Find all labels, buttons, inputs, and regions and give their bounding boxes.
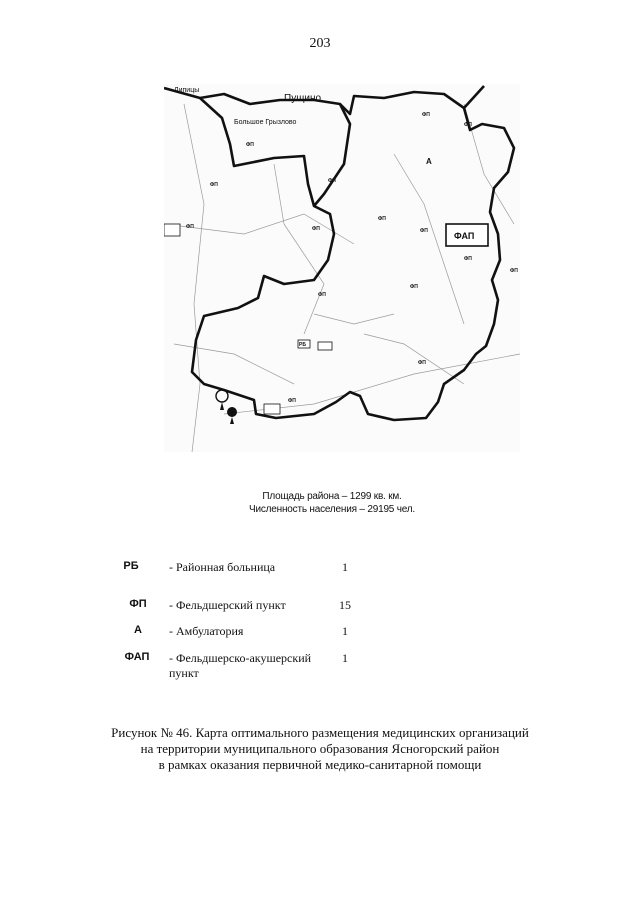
legend-desc: - Амбулатория xyxy=(169,624,244,638)
place-label-pushchino: Пущино xyxy=(284,93,322,104)
place-label-bolshoe-gryzlovo: Большое Грызлово xyxy=(234,119,297,126)
fp-marker-box xyxy=(164,224,180,236)
rb-marker: РБ xyxy=(299,342,306,348)
legend-abbr: ФАП xyxy=(124,651,150,663)
legend-count: 1 xyxy=(342,651,348,665)
legend-count: 1 xyxy=(342,624,348,638)
caption-line: в рамках оказания первичной медико-санитарной помощи xyxy=(158,757,482,772)
fp-marker: ФП xyxy=(410,284,418,290)
fp-marker: ФП xyxy=(420,228,428,234)
figure-caption xyxy=(0,725,640,773)
legend-item xyxy=(0,651,640,691)
fp-marker-box xyxy=(264,404,280,414)
fp-marker: ФП xyxy=(318,292,326,298)
fp-marker: ФП xyxy=(186,224,194,230)
fp-marker: ФП xyxy=(312,226,320,232)
fp-marker: ФП xyxy=(464,256,472,262)
caption-line: на территории муниципального образования Ясногорский район xyxy=(140,741,500,756)
district-area: Площадь района – 1299 кв. км. xyxy=(262,491,402,502)
fp-marker: ФП xyxy=(328,178,336,184)
fp-marker: ФП xyxy=(464,122,472,128)
page-number: 203 xyxy=(309,36,331,51)
legend-desc: - Фельдшерско-акушерский пункт xyxy=(169,651,312,680)
legend-count: 1 xyxy=(342,560,348,574)
legend-abbr: РБ xyxy=(123,560,139,572)
legend-desc: - Фельдшерский пункт xyxy=(169,598,286,612)
fp-marker: ФП xyxy=(246,142,254,148)
legend-count: 15 xyxy=(339,598,351,612)
district-map xyxy=(164,84,520,452)
legend-item xyxy=(0,560,640,600)
fap-marker: ФАП xyxy=(454,231,475,241)
a-marker: А xyxy=(426,157,432,166)
fp-marker: ФП xyxy=(418,360,426,366)
fp-marker: ФП xyxy=(288,398,296,404)
caption-line: Рисунок № 46. Карта оптимального размещения медицинских организаций xyxy=(111,725,529,740)
fp-marker: ФП xyxy=(378,216,386,222)
legend-abbr: А xyxy=(134,624,142,636)
legend-desc: - Районная больница xyxy=(169,560,276,574)
legend-abbr: ФП xyxy=(129,598,147,610)
fp-marker: ФП xyxy=(510,268,518,274)
fp-marker-box xyxy=(318,342,332,350)
district-population: Численность населения – 29195 чел. xyxy=(248,504,415,515)
place-label-lipitsy: Липицы xyxy=(174,87,200,94)
fp-marker: ФП xyxy=(422,112,430,118)
fp-marker: ФП xyxy=(210,182,218,188)
